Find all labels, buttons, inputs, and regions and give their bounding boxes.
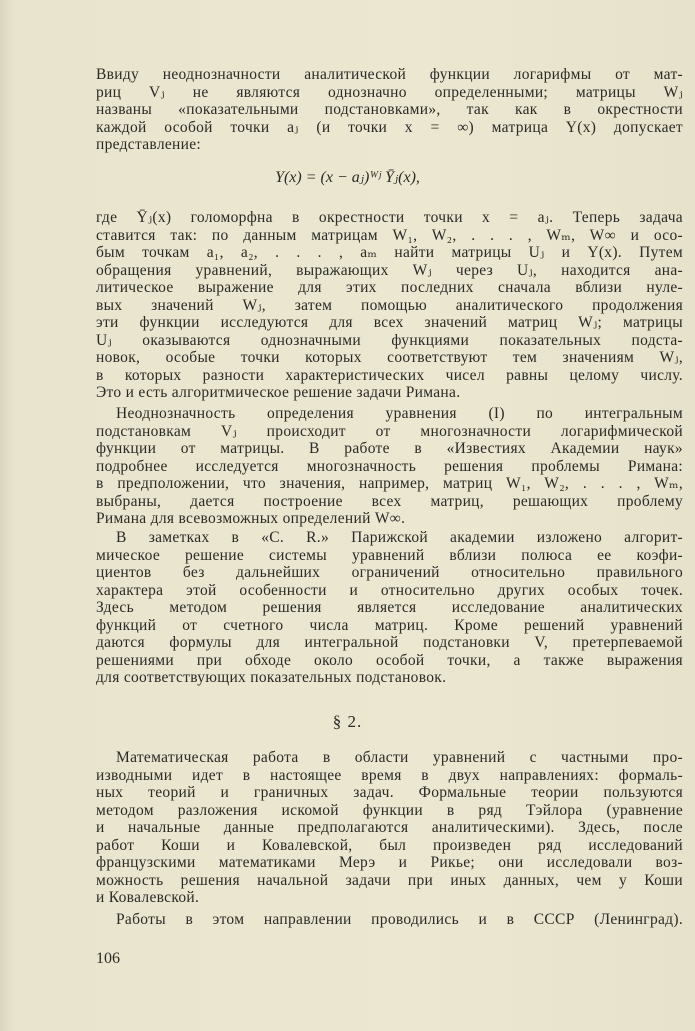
text-line: французскими математиками Мерэ и Рикье; они исследовали воз- [96, 854, 683, 871]
text-line: названы «показательными подстановками», так как в окрестности [96, 101, 683, 118]
text-line: Работы в этом направлении проводились и в СССР (Ленинград). [116, 911, 683, 928]
text-line: функции от матрицы. В работе в «Известиях Академии наук» [96, 440, 683, 457]
text-line: для соответствующих показательных подстановок. [96, 669, 447, 686]
text-line: изводными идет в настоящее время в двух направлениях: формаль- [96, 766, 683, 784]
text-line: Математическая работа в области уравнений с частными про- [116, 749, 683, 766]
text-line: новок, особые точки которых соответствуют тем значениям Wⱼ, [96, 349, 683, 366]
text-line: представление: [96, 136, 202, 153]
text-line: и Ковалевской. [96, 889, 200, 906]
text-line: решениями при обходе около особой точки, а также выражения [96, 651, 683, 669]
text-line: можность решения начальной задачи при иных данных, чем у Коши [96, 871, 683, 889]
text-line: В заметках в «C. R.» Парижской академии изложено алгорит- [116, 529, 683, 546]
text-line: и начальные данные предполагаются аналитическими). Здесь, после [96, 819, 683, 836]
text-line: даются формулы для интегральной подстановки V, претерпеваемой [96, 634, 683, 651]
text-line: Это и есть алгоритмическое решение задачи Римана. [96, 384, 461, 401]
text-line: Uⱼ оказываются однозначными функциями показательных подста- [96, 331, 683, 349]
text-line: циентов без дальнейших ограничений относительно правильного [96, 564, 683, 581]
text-line: вых значений Wⱼ, затем помощью аналитического продолжения [96, 296, 683, 314]
page-number: 106 [96, 950, 120, 967]
text-line: характера этой особенности и относительно других особых точек. [96, 581, 683, 599]
text-line: выбраны, дается построение всех матриц, решающих проблему [96, 492, 683, 510]
text-line: бым точкам a₁, a₂, . . . , aₘ найти матрицы Uⱼ и Y(x). Путем [96, 244, 683, 261]
text-line: литическое выражение для этих последних сначала вблизи нуле- [96, 279, 683, 296]
text-line: работ Коши и Ковалевской, был произведен ряд исследований [96, 836, 683, 854]
text-line: риц Vⱼ не являются однозначно определенными; матрицы Wⱼ [96, 83, 683, 101]
text-line: мическое решение системы уравнений вблизи полюса ее коэфи- [96, 546, 683, 564]
formula: Y(x) = (x − aⱼ)ᵂʲ Ȳⱼ(x), [275, 169, 420, 186]
text-line: функций от счетного числа матриц. Кроме решений уравнений [96, 616, 683, 634]
text-line: где Ȳⱼ(x) голоморфна в окрестности точки x = aⱼ. Теперь задача [96, 209, 683, 226]
text-line: Римана для всевозможных определений W∞. [96, 510, 406, 527]
text-line: обращения уравнений, выражающих Wⱼ через Uⱼ, находится ана- [96, 261, 683, 279]
text-line: эти функции исследуются для всех значений матриц Wⱼ; матрицы [96, 314, 683, 331]
text-line: Здесь методом решения является исследование аналитических [96, 599, 683, 616]
text-line: ставится так: по данным матрицам W₁, W₂, . . . , Wₘ, W∞ и осо- [96, 226, 683, 244]
text-line: Ввиду неоднозначности аналитической функции логарифмы от мат- [96, 66, 683, 83]
text-line: в которых разности характеристических чисел равны целому числу. [96, 366, 683, 384]
text-line: Неоднозначность определения уравнения (I) по интегральным [116, 405, 683, 422]
text-line: подробнее исследуется многозначность решения проблемы Римана: [96, 457, 683, 475]
section-heading: § 2. [332, 712, 363, 731]
text-line: каждой особой точки aⱼ (и точки x = ∞) матрица Y(x) допускает [96, 118, 683, 136]
text-line: подстановкам Vⱼ происходит от многозначности логарифмической [96, 422, 683, 440]
text-line: ных теорий и граничных задач. Формальные теории пользуются [96, 784, 683, 801]
text-line: в предположении, что значения, например, матриц W₁, W₂, . . . , Wₘ, [96, 475, 683, 492]
text-line: методом разложения искомой функции в ряд Тэйлора (уравнение [96, 801, 683, 819]
